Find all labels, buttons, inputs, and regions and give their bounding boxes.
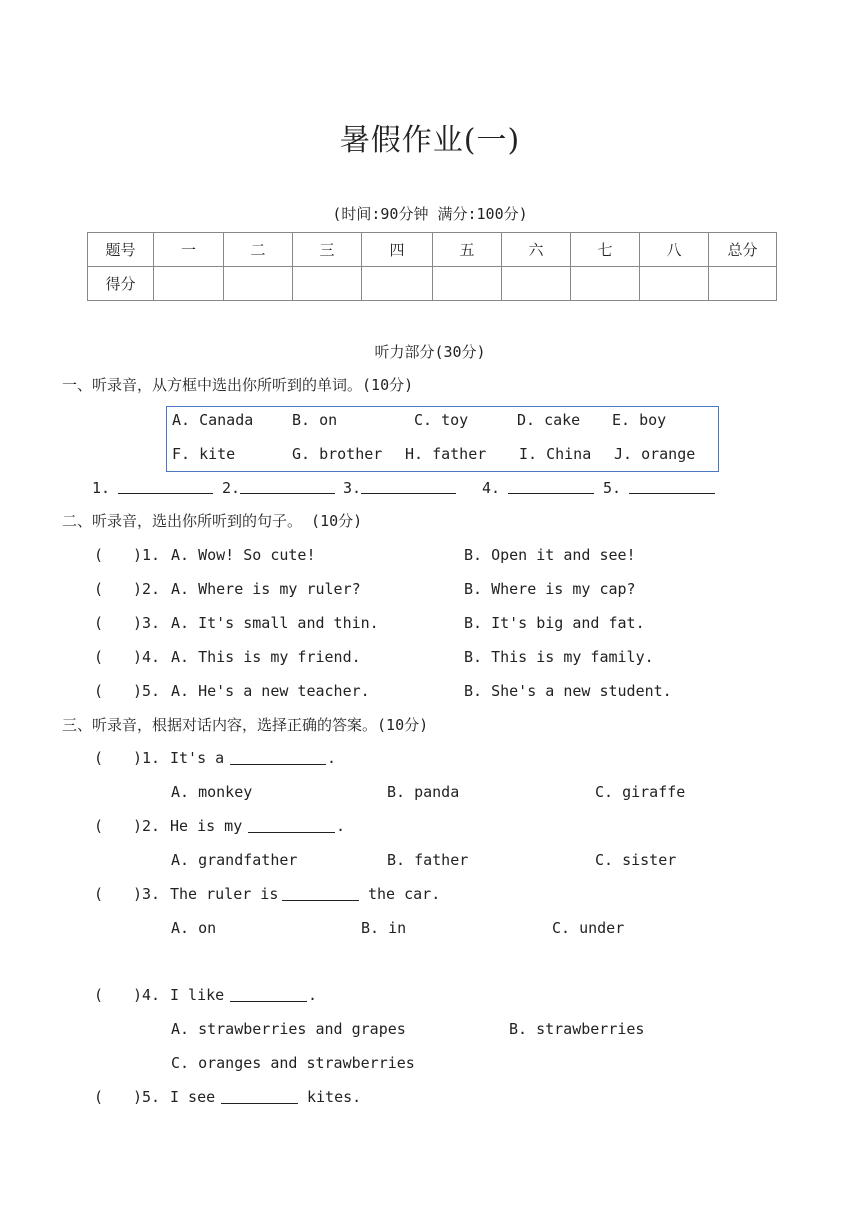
score-table	[87, 232, 777, 301]
option-b: B. strawberries	[509, 1020, 645, 1038]
word-option: C. toy	[414, 411, 469, 429]
option-a: A. It's small and thin.	[171, 614, 379, 632]
question-text: It's a	[170, 749, 225, 767]
question-number: )3.	[133, 614, 161, 632]
answer-blank[interactable]	[230, 750, 326, 765]
answer-blank[interactable]	[508, 479, 594, 494]
option-a: A. Wow! So cute!	[171, 546, 316, 564]
option-a: A. He's a new teacher.	[171, 682, 370, 700]
word-option: F. kite	[172, 445, 236, 463]
question-text-end: .	[327, 749, 337, 767]
question-text: He is my	[170, 817, 243, 835]
option-c: C. under	[552, 919, 625, 937]
score-cell[interactable]	[293, 267, 362, 301]
question-number: )1.	[133, 749, 161, 767]
question-text: I like	[170, 986, 225, 1004]
answer-blank[interactable]	[221, 1089, 298, 1104]
option-b: B. Where is my cap?	[464, 580, 636, 598]
exam-info: (时间:90分钟 满分:100分)	[332, 205, 528, 223]
score-header-cell: 七	[571, 233, 640, 267]
question-number: )3.	[133, 885, 161, 903]
question-number: )2.	[133, 580, 161, 598]
blank-label: 3.	[343, 479, 362, 497]
word-option: B. on	[292, 411, 338, 429]
answer-paren[interactable]: (	[94, 580, 104, 598]
answer-blank[interactable]	[248, 818, 335, 833]
option-b: B. in	[361, 919, 407, 937]
score-header-cell: 五	[433, 233, 502, 267]
score-cell[interactable]	[154, 267, 224, 301]
word-option: D. cake	[517, 411, 581, 429]
question-number: )2.	[133, 817, 161, 835]
option-b: B. father	[387, 851, 469, 869]
option-c: C. oranges and strawberries	[171, 1054, 415, 1072]
score-cell[interactable]	[224, 267, 293, 301]
question-number: )1.	[133, 546, 161, 564]
answer-blank[interactable]	[230, 987, 307, 1002]
question-number: )5.	[133, 1088, 161, 1106]
question-text: The ruler is	[170, 885, 279, 903]
score-header-cell: 题号	[88, 233, 154, 267]
option-b: B. Open it and see!	[464, 546, 636, 564]
question-text-end: .	[336, 817, 346, 835]
score-header-cell: 八	[640, 233, 709, 267]
option-b: B. She's a new student.	[464, 682, 672, 700]
question-number: )5.	[133, 682, 161, 700]
score-header-cell: 三	[293, 233, 362, 267]
answer-blank[interactable]	[629, 479, 715, 494]
blank-label: 1.	[92, 479, 111, 497]
word-option: E. boy	[612, 411, 667, 429]
answer-paren[interactable]: (	[94, 614, 104, 632]
answer-paren[interactable]: (	[94, 1088, 104, 1106]
score-header-cell: 一	[154, 233, 224, 267]
option-a: A. grandfather	[171, 851, 298, 869]
answer-blank[interactable]	[118, 479, 213, 494]
section1-heading: 一、听录音，从方框中选出你所听到的单词。(10分)	[62, 376, 414, 394]
score-row-label: 得分	[88, 267, 154, 301]
answer-paren[interactable]: (	[94, 648, 104, 666]
score-table-score-row	[88, 267, 777, 301]
answer-blank[interactable]	[282, 886, 359, 901]
score-cell[interactable]	[709, 267, 777, 301]
answer-paren[interactable]: (	[94, 885, 104, 903]
word-option: G. brother	[292, 445, 383, 463]
answer-paren[interactable]: (	[94, 749, 104, 767]
score-header-cell: 二	[224, 233, 293, 267]
option-a: A. Where is my ruler?	[171, 580, 361, 598]
blank-label: 4.	[482, 479, 501, 497]
word-option: H. father	[405, 445, 487, 463]
question-number: )4.	[133, 648, 161, 666]
question-text-end: kites.	[307, 1088, 362, 1106]
section3-heading: 三、听录音，根据对话内容，选择正确的答案。(10分)	[62, 716, 429, 734]
answer-paren[interactable]: (	[94, 817, 104, 835]
blank-label: 2.	[222, 479, 241, 497]
answer-blank[interactable]	[240, 479, 335, 494]
word-option: J. orange	[614, 445, 696, 463]
score-header-cell: 总分	[709, 233, 777, 267]
score-cell[interactable]	[433, 267, 502, 301]
word-option: I. China	[519, 445, 592, 463]
answer-paren[interactable]: (	[94, 546, 104, 564]
answer-paren[interactable]: (	[94, 986, 104, 1004]
page-title: 暑假作业(一)	[339, 123, 521, 158]
score-header-cell: 四	[362, 233, 433, 267]
score-cell[interactable]	[571, 267, 640, 301]
option-a: A. monkey	[171, 783, 253, 801]
question-number: )4.	[133, 986, 161, 1004]
blank-label: 5.	[603, 479, 622, 497]
option-a: A. on	[171, 919, 217, 937]
listening-part-title: 听力部分(30分)	[374, 343, 486, 361]
option-b: B. It's big and fat.	[464, 614, 645, 632]
answer-blank[interactable]	[361, 479, 456, 494]
option-c: C. giraffe	[595, 783, 686, 801]
option-a: A. strawberries and grapes	[171, 1020, 406, 1038]
score-cell[interactable]	[362, 267, 433, 301]
score-table-header-row	[88, 233, 777, 267]
option-b: B. panda	[387, 783, 460, 801]
answer-paren[interactable]: (	[94, 682, 104, 700]
section2-heading: 二、听录音，选出你所听到的句子。 (10分)	[62, 512, 363, 530]
score-cell[interactable]	[640, 267, 709, 301]
option-a: A. This is my friend.	[171, 648, 361, 666]
word-option: A. Canada	[172, 411, 254, 429]
question-text: I see	[170, 1088, 216, 1106]
score-header-cell: 六	[502, 233, 571, 267]
option-b: B. This is my family.	[464, 648, 654, 666]
option-c: C. sister	[595, 851, 677, 869]
score-cell[interactable]	[502, 267, 571, 301]
question-text-end: .	[308, 986, 318, 1004]
question-text-end: the car.	[368, 885, 441, 903]
